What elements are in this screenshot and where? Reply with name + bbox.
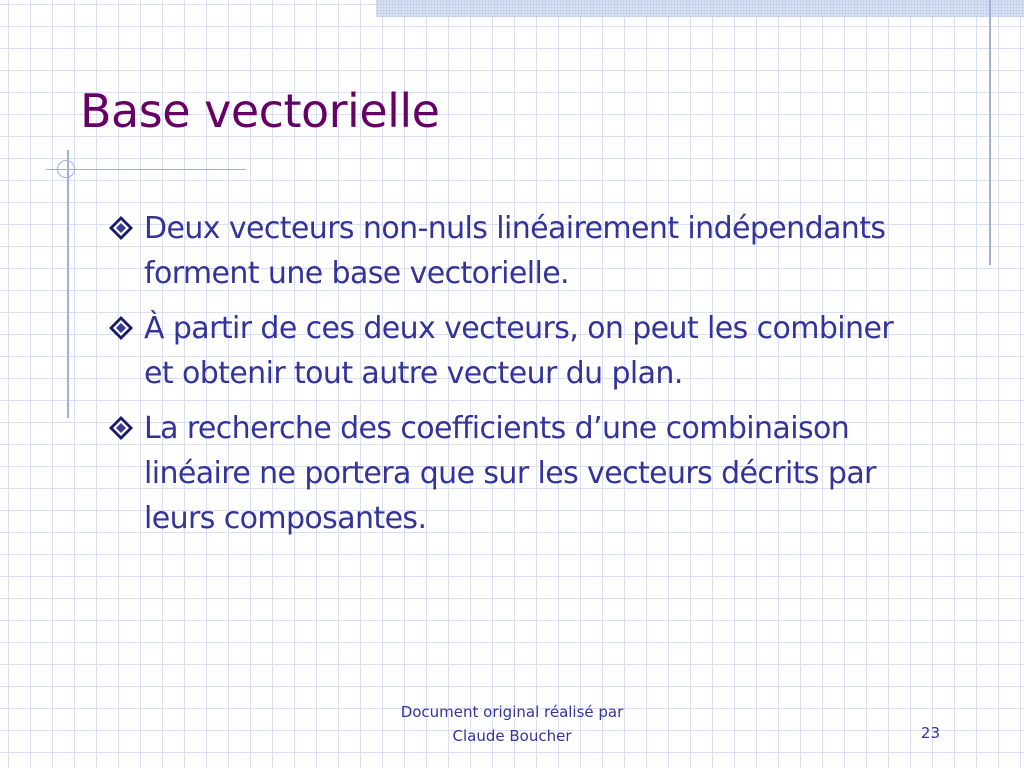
footer-credit-line-1: Document original réalisé par xyxy=(400,703,624,721)
top-decorative-band xyxy=(376,0,1024,17)
diamond-bullet-icon xyxy=(108,415,134,441)
bullet-item xyxy=(108,306,908,396)
footer-credit xyxy=(362,700,662,748)
right-decorative-rule xyxy=(989,0,991,265)
slide-number: 23 xyxy=(920,724,940,742)
bullet-text: Deux vecteurs non-nuls linéairement indépendants forment une base vectorielle. xyxy=(144,211,886,291)
bullet-item xyxy=(108,406,908,541)
corner-circle-ornament xyxy=(57,160,75,178)
footer-credit-line-2: Claude Boucher xyxy=(452,727,572,745)
diamond-bullet-icon xyxy=(108,215,134,241)
bullet-item xyxy=(108,206,908,296)
title-underline-rule xyxy=(46,169,246,170)
left-decorative-rule xyxy=(67,150,69,418)
bullet-list xyxy=(108,206,908,551)
bullet-text: La recherche des coefficients d’une combinaison linéaire ne portera que sur les vecteurs décrits par leurs composantes. xyxy=(144,411,876,536)
diamond-bullet-icon xyxy=(108,315,134,341)
bullet-text: À partir de ces deux vecteurs, on peut les combiner et obtenir tout autre vecteur du plan. xyxy=(144,311,894,391)
slide-title: Base vectorielle xyxy=(80,84,440,138)
